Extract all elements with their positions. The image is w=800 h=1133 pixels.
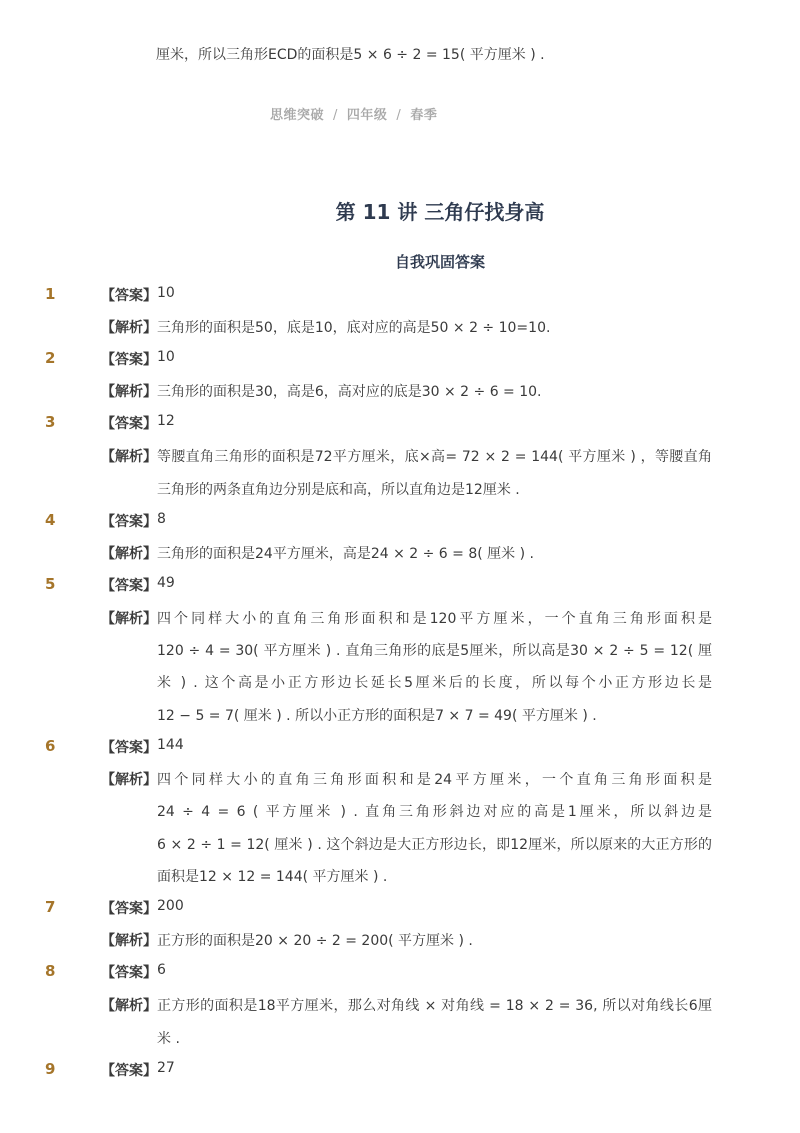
analysis-text-line: 四个同样大小的直角三角形面积和是120平方厘米，一个直角三角形面积是 [157, 611, 712, 627]
analysis-text-line: 正方形的面积是18平方厘米，那么对角线 × 对角线 = 18 × 2 = 36, 所以对角线长6厘 [157, 998, 712, 1014]
breadcrumb-separator: / [333, 108, 338, 123]
analysis-text-line: 12 − 5 = 7( 厘米 ) . 所以小正方形的面积是7 × 7 = 49( 平方厘米 ) . [157, 708, 597, 724]
answer-label: 【答案】 [101, 740, 157, 756]
analysis-text-line: 面积是12 × 12 = 144( 平方厘米 ) . [157, 869, 388, 885]
analysis-text-line: 四个同样大小的直角三角形面积和是24平方厘米，一个直角三角形面积是 [157, 772, 712, 788]
question-number: 2 [45, 349, 56, 367]
analysis-text-line: 米 ) . 这个高是小正方形边长延长5厘米后的长度，所以每个小正方形边长是 [157, 675, 712, 691]
answer-label: 【答案】 [101, 965, 157, 981]
breadcrumb-separator: / [396, 108, 402, 123]
analysis-label: 【解析】 [101, 546, 157, 562]
analysis-text-line: 三角形的面积是50，底是10，底对应的高是50 × 2 ÷ 10=10. [157, 320, 551, 336]
breadcrumb [270, 104, 437, 123]
question-number: 3 [45, 413, 56, 431]
answer-value: 27 [157, 1060, 175, 1076]
question-number: 1 [45, 285, 56, 303]
answer-value: 10 [157, 285, 175, 301]
answer-value: 200 [157, 898, 184, 914]
question-number: 7 [45, 898, 56, 916]
question-number: 5 [45, 575, 56, 593]
breadcrumb-grade: 四年级 [346, 108, 388, 123]
answer-value: 49 [157, 575, 175, 591]
question-number: 8 [45, 962, 56, 980]
lecture-title: 第 11 讲 三角仔找身高 [335, 200, 545, 224]
analysis-label: 【解析】 [101, 933, 157, 949]
analysis-label: 【解析】 [101, 320, 157, 336]
analysis-text-line: 24 ÷ 4 = 6 ( 平方厘米 ) . 直角三角形斜边对应的高是1厘米，所以斜边是 [157, 804, 712, 820]
analysis-text-line: 等腰直角三角形的面积是72平方厘米，底×高= 72 × 2 = 144( 平方厘米 ) ，等腰直角 [157, 449, 712, 465]
analysis-text-line: 米 . [157, 1031, 180, 1047]
analysis-text-line: 6 × 2 ÷ 1 = 12( 厘米 ) . 这个斜边是大正方形边长，即12厘米，所以原来的大正方形的 [157, 837, 712, 853]
analysis-text-line: 三角形的面积是24平方厘米，高是24 × 2 ÷ 6 = 8( 厘米 ) . [157, 546, 534, 562]
continued-text: 厘米，所以三角形ECD的面积是5 × 6 ÷ 2 = 15( 平方厘米 ) . [156, 47, 545, 63]
breadcrumb-term: 春季 [410, 108, 438, 123]
answer-label: 【答案】 [101, 578, 157, 594]
breadcrumb-course: 思维突破 [270, 108, 325, 123]
analysis-label: 【解析】 [101, 384, 157, 400]
question-number: 6 [45, 737, 56, 755]
analysis-text-line: 三角形的面积是30，高是6，高对应的底是30 × 2 ÷ 6 = 10. [157, 384, 542, 400]
answer-label: 【答案】 [101, 288, 157, 304]
analysis-label: 【解析】 [101, 611, 157, 627]
answer-value: 12 [157, 413, 175, 429]
answer-label: 【答案】 [101, 352, 157, 368]
answer-label: 【答案】 [101, 514, 157, 530]
answer-value: 8 [157, 511, 166, 527]
section-title: 自我巩固答案 [394, 253, 485, 271]
analysis-label: 【解析】 [101, 998, 157, 1014]
analysis-text-line: 三角形的两条直角边分别是底和高，所以直角边是12厘米 . [157, 482, 520, 498]
answer-value: 6 [157, 962, 166, 978]
answer-label: 【答案】 [101, 901, 157, 917]
analysis-text-line: 120 ÷ 4 = 30( 平方厘米 ) . 直角三角形的底是5厘米，所以高是30 × 2 ÷ 5 = 12( 厘 [157, 643, 712, 659]
answer-label: 【答案】 [101, 1063, 157, 1079]
analysis-label: 【解析】 [101, 772, 157, 788]
question-number: 4 [45, 511, 56, 529]
analysis-text-line: 正方形的面积是20 × 20 ÷ 2 = 200( 平方厘米 ) . [157, 933, 473, 949]
answer-label: 【答案】 [101, 416, 157, 432]
answer-value: 144 [157, 737, 184, 753]
question-number: 9 [45, 1060, 56, 1078]
analysis-label: 【解析】 [101, 449, 157, 465]
answer-value: 10 [157, 349, 175, 365]
